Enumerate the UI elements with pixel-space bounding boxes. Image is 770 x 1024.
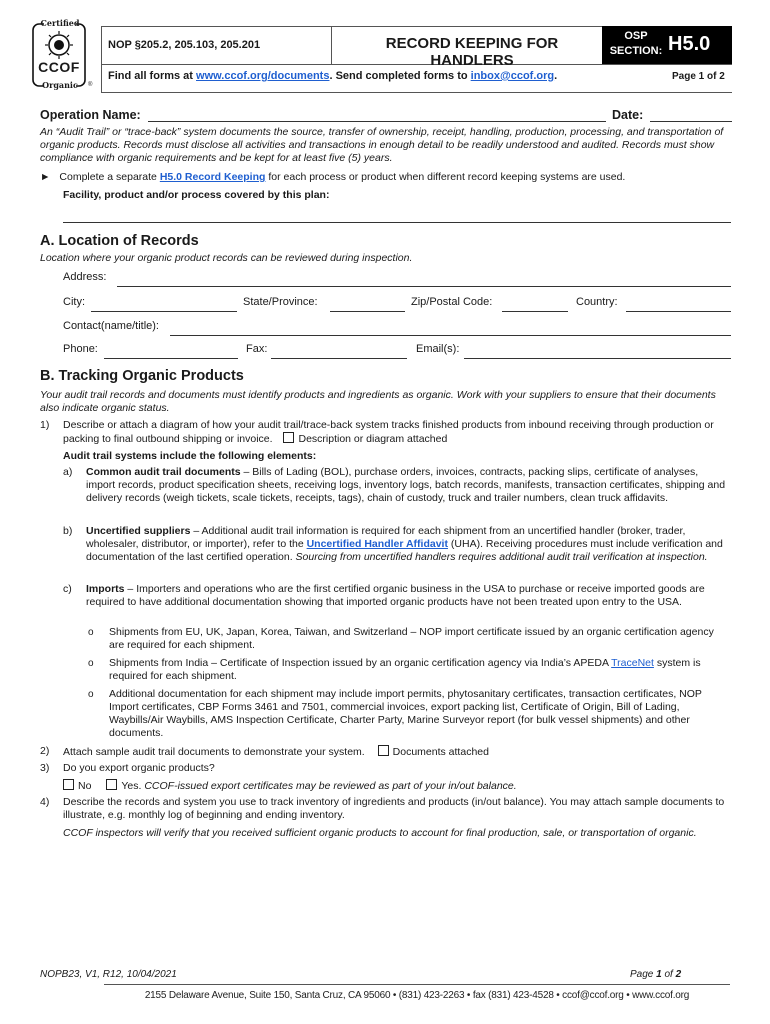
footer-page-num: 1 — [656, 969, 662, 980]
complete-prefix: Complete a separate — [59, 171, 160, 183]
q3-yes-label: Yes. — [121, 780, 145, 792]
fax-field[interactable] — [271, 358, 407, 359]
c-bullet-2-pre: Shipments from India – Certificate of Inspection issued by an organic certification agency via India’s APEDA — [109, 657, 612, 669]
uha-link[interactable]: Uncertified Handler Affidavit — [306, 538, 448, 550]
q3-yes-checkbox[interactable] — [106, 779, 117, 790]
email-link[interactable]: inbox@ccof.org — [470, 70, 555, 82]
footer-address: 2155 Delaware Avenue, Suite 150, Santa Cruz, CA 95060 • (831) 423-2263 • fax (831) 423-4528 • ccof@ccof.org • www.ccof.org — [144, 990, 690, 1001]
q4-italic: CCOF inspectors will verify that you received sufficient organic products to account for final production, sale, or transportation of organic. — [63, 827, 697, 839]
q3-options — [63, 779, 730, 793]
q3-text: Do you export organic products? — [63, 762, 215, 774]
q1-check-label: Description or diagram attached — [298, 433, 448, 445]
c-bullet-2-glyph: o — [88, 658, 94, 669]
q3-number: 3) — [40, 762, 50, 774]
section-code: H5.0 — [668, 33, 711, 55]
tracenet-link[interactable]: TraceNet — [611, 657, 654, 669]
elements-heading: Audit trail systems include the following elements: — [63, 450, 317, 462]
forms-link[interactable]: www.ccof.org/documents — [196, 70, 330, 82]
operation-name-label: Operation Name: — [40, 108, 141, 122]
phone-label: Phone: — [63, 343, 98, 355]
footer-page-prefix: Page — [630, 969, 657, 980]
q4-number: 4) — [40, 796, 50, 808]
item-b-italic: Sourcing from uncertified handlers requires additional audit trail verification at inspection. — [295, 551, 708, 563]
section-a-title: A. Location of Records — [40, 233, 199, 249]
osp-label: OSP — [624, 30, 648, 42]
city-label: City: — [63, 296, 85, 308]
country-field[interactable] — [626, 311, 731, 312]
q2-number: 2) — [40, 745, 50, 757]
send-text: . Send completed forms to — [329, 70, 471, 82]
facility-field[interactable] — [63, 222, 731, 223]
footer-rule — [104, 984, 730, 985]
end-period: . — [554, 70, 558, 82]
q1-text: Describe or attach a diagram of how your audit trail/trace-back system tracks finished products from inbound receiving through production or packing to final outbound shipping or invoice. — [63, 419, 714, 445]
q3-no-checkbox[interactable] — [63, 779, 74, 790]
complete-separate-line — [40, 171, 730, 184]
logo-bottom-text: Organic — [42, 80, 78, 90]
zip-field[interactable] — [502, 311, 568, 312]
q4-text: Describe the records and system you use to track inventory of ingredients and products (in/out balance). You may attach sample documents to illustrate, e.g. monthly log of beginning and ending inventory. — [63, 796, 725, 821]
c-bullet-1-glyph: o — [88, 627, 94, 638]
q1-checkbox[interactable] — [283, 432, 294, 443]
contact-label: Contact(name/title): — [63, 320, 159, 332]
nop-reference: NOP §205.2, 205.103, 205.201 — [108, 39, 261, 51]
c-bullet-3-glyph: o — [88, 689, 94, 700]
logo-mid-text: CCOF — [38, 59, 80, 75]
q2-check-label: Documents attached — [392, 746, 489, 758]
footer-page-total: 2 — [675, 969, 682, 980]
arrow-bullet: ► — [40, 171, 51, 183]
country-label: Country: — [576, 296, 618, 308]
c-bullet-2 — [109, 657, 730, 683]
fax-label: Fax: — [246, 343, 268, 355]
c-bullet-2-post: system is required for each shipment. — [109, 657, 701, 682]
section-label: SECTION: — [609, 45, 663, 57]
item-a-block — [86, 466, 730, 505]
page-indicator: Page 1 of 2 — [672, 71, 725, 82]
form-title: RECORD KEEPING FOR HANDLERS — [385, 35, 559, 69]
item-c-block — [86, 583, 730, 609]
footer-page — [630, 969, 681, 980]
section-b-title: B. Tracking Organic Products — [40, 368, 244, 384]
q2-block — [63, 745, 730, 759]
state-label: State/Province: — [243, 296, 318, 308]
q2-text: Attach sample audit trail documents to demonstrate your system. — [63, 746, 365, 758]
item-c-title: Imports — [86, 583, 125, 595]
address-label: Address: — [63, 271, 107, 283]
q1-block — [63, 419, 730, 446]
item-b-title: Uncertified suppliers — [86, 525, 191, 537]
city-field[interactable] — [91, 311, 237, 312]
find-forms-line — [108, 70, 557, 82]
email-field[interactable] — [464, 358, 731, 359]
section-b-intro: Your audit trail records and documents must identify products and ingredients as organic. Work with your suppliers to ensure that their documents also indicate organic status. — [40, 389, 716, 414]
item-a-text: – Bills of Lading (BOL), purchase orders, invoices, contracts, packing slips, certificate of analyses, import records, product specification sheets, receiving logs, inventory logs, batch records, manifests, transaction certificates, shipping and delivery records (weigh tickets, scale tickets, receipts, tags), chain of custody, truck and trailer numbers, clean truck affidavits. — [86, 466, 726, 504]
item-b-text2: (UHA). Receiving procedures must include verification and documentation of the last certified operation. — [86, 538, 723, 563]
date-label: Date: — [612, 108, 644, 122]
item-b-block — [86, 525, 730, 564]
header-border-left — [101, 26, 102, 92]
item-b-label: b) — [63, 525, 73, 537]
item-a-label: a) — [63, 466, 73, 478]
q2-checkbox[interactable] — [378, 745, 389, 756]
item-c-text: – Importers and operations who are the first certified organic business in the USA to purchase or receive imported goods are required to have additional documentation showing that imported organic products have not been treated upon entry to the USA. — [86, 583, 705, 608]
date-field[interactable] — [650, 121, 732, 122]
address-field[interactable] — [117, 286, 731, 287]
c-bullet-1: Shipments from EU, UK, Japan, Korea, Taiwan, and Switzerland – NOP import certificate issued by an organic certification agency are required for each shipment. — [109, 626, 714, 651]
item-c-label: c) — [63, 583, 72, 595]
header-border-bottom — [101, 92, 732, 93]
phone-field[interactable] — [104, 358, 238, 359]
email-label: Email(s): — [416, 343, 460, 355]
complete-suffix: for each process or product when different record keeping systems are used. — [265, 171, 626, 183]
section-a-subtitle: Location where your organic product records can be reviewed during inspection. — [40, 252, 413, 264]
header-divider — [331, 26, 332, 64]
logo-top-text: Certified — [40, 18, 80, 28]
intro-paragraph: An “Audit Trail” or “trace-back” system documents the source, transfer of ownership, receipt, handling, production, processing, and transportation of organic products. Records must disclose all activities and transactions in enough detail to be readily understood and audited. Records must show compliance with organic requirements and be kept for at least five (5) years. — [40, 126, 724, 164]
item-a-title: Common audit trail documents — [86, 466, 241, 478]
q1-number: 1) — [40, 419, 50, 431]
contact-field[interactable] — [170, 335, 731, 336]
logo-registered-mark: ® — [88, 82, 93, 88]
q3-no-label: No — [78, 780, 92, 792]
ccof-logo — [30, 18, 93, 92]
q3-yes-italic: CCOF-issued export certificates may be reviewed as part of your in/out balance. — [144, 780, 517, 792]
footer-doc-id: NOPB23, V1, R12, 10/04/2021 — [40, 969, 177, 980]
facility-label: Facility, product and/or process covered by this plan: — [63, 189, 330, 201]
c-bullet-3: Additional documentation for each shipment may include import permits, phytosanitary certificates, transaction certificates, NOP Import certificates, CBP Forms 3461 and 7501, commercial invoices, export packing list, Certificate of Origin, Bill of Lading, Waybills/Air Waybills, AMS Inspection Certificate, Charter Party, Marine Surveyor report (for bulk vessel shipments) and other documents. — [109, 688, 702, 739]
footer-page-of: of — [661, 969, 676, 980]
operation-name-field[interactable] — [148, 121, 606, 122]
state-field[interactable] — [330, 311, 405, 312]
zip-label: Zip/Postal Code: — [411, 296, 493, 308]
h50-record-keeping-link[interactable]: H5.0 Record Keeping — [159, 171, 266, 183]
item-b-text1: – Additional audit trail information is required for each shipment from an uncertified handler (broker, trader, wholesaler, distributor, or importer), refer to the — [86, 525, 686, 550]
find-prefix: Find all forms at — [108, 70, 197, 82]
